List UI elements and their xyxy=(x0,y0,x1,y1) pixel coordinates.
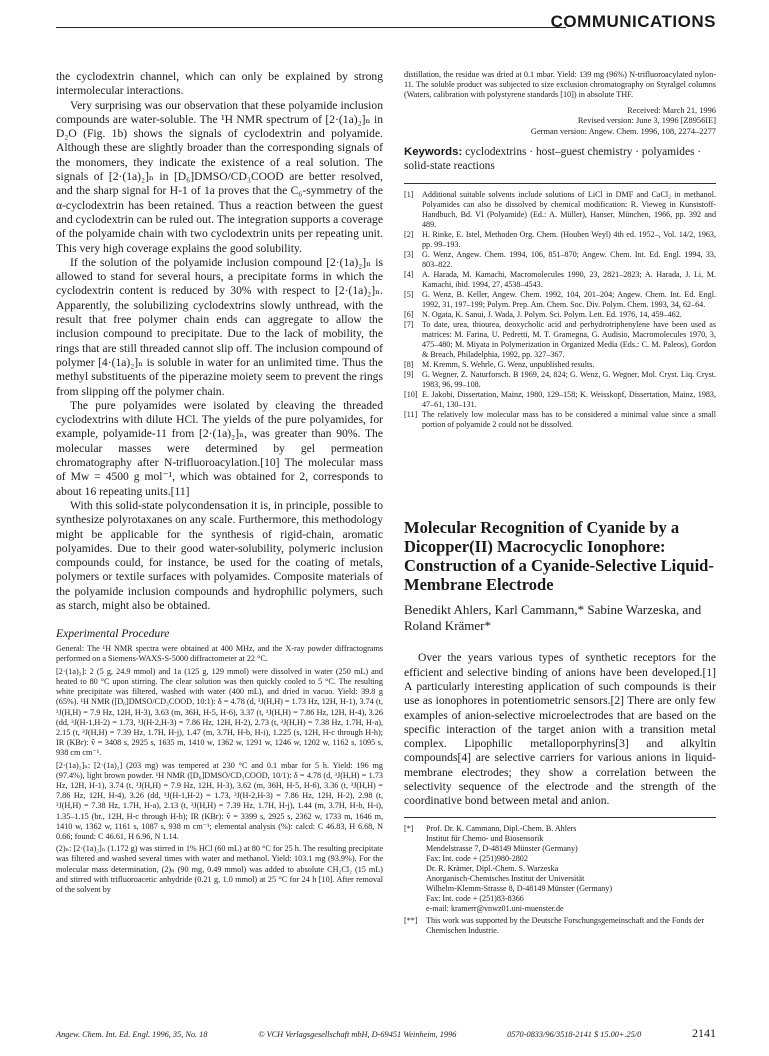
revised-date: Revised version: June 3, 1996 [Z8956IE] xyxy=(577,116,716,126)
affiliation-mark: [*] xyxy=(404,823,414,833)
paragraph: Very surprising was our observation that these polyamide inclusion compounds are water-soluble. The ¹H NMR spectrum of [2·(1a)₂]ₙ in D₂O (Fig. 1b) shows the signals of cyclodextrin and polyamide. Although these are slightly broader than the corresponding signals of the monomers, they indicate the existence of a real solution. The signals of [2·(1a)₂]ₙ in [D₆]DMSO/CD₃COOD are better resolved, and the sharp signal for H-1 of 1a proves that the C₆-symmetry of the α-cyclodextrin has been retained. Thus a reaction between the guest and cyclodextrin can be ruled out. The integration supports a coverage of the polyamide chain with two cyclodextrin units per repeating unit. This very high coverage explains the good solubility. xyxy=(56,98,383,255)
reference-text: A. Harada, M. Kamachi, Macromolecules 1990, 23, 2821–2823; A. Harada, J. Li, M. Kamachi, ibid. 1994, 27, 4538–4543. xyxy=(422,270,716,290)
keywords xyxy=(404,146,716,173)
reference-text: To date, urea, thiourea, deoxycholic acid and perhydrotriphenylene have been used as matrices: M. Farina, U. Pedretti, M. T. Gramegna, G. Audisio, Macromolecules 1970, 3, 475–480; M. Miyata in Polymerization in Organized Media (Eds.: C. M. Paleos), Gordon & Breach, Philadelphia, 1992, pp. 327–367. xyxy=(422,320,716,360)
reference-number: [2] xyxy=(404,230,414,240)
page-footer xyxy=(56,1026,716,1041)
german-version: German version: Angew. Chem. 1996, 108, 2274–2277 xyxy=(530,126,716,136)
reference-number: [5] xyxy=(404,290,414,300)
reference-item xyxy=(404,360,716,370)
reference-number: [3] xyxy=(404,250,414,260)
reference-item xyxy=(404,390,716,410)
experimental-paragraph: [2·(1a)₂]ₙ: [2·(1a)₂] (203 mg) was tempered at 230 °C and 0.1 mbar for 5 h. Yield: 196 mg (97.4%), light brown powder. ¹H NMR ([D₆]DMSO/CD₃COOD, 10/1): δ = 4.78 (d, ³J(H,H) = 1.73 Hz, 12H, H-1), 3.74 (t, ³J(H,H) = 7.9 Hz, 12H, H-3), 3.62 (m, 36H, H-5, H-6), 3.36 (t, ³J(H,H) = 7.86 Hz, 12H, H-4), 3.26 (dd, ³J(H-1,H-2) = 1.73, ³J(H-2,H-3) = 7.86 Hz, 12H, H-2), 2.98 (t, ³J(H,H) = 7.38 Hz, 1.7H, H-a), 2.13 (t, ³J(H,H) = 7.39 Hz, 1.7H, H-j), 1.44 (m, 3.7H, H-b, H-i), 1.35–1.15 (br., 12H, H-c through H-h); IR (KBr): ṽ = 3399 s, 2925 s, 2362 w, 1733 m, 1646 m, 1410 w, 1362 w, 1161 s, 1087 s, 938 m cm⁻¹; elemental analysis (%): calcd: C 46.83, H 6.68, N 0.66; found: C 46.61, H 6.96, N 1.14. xyxy=(56,760,383,841)
reference-text: The relatively low molecular mass has to be considered a minimal value since a small portion of polyamide 2 could not be dissolved. xyxy=(422,410,716,430)
footer-journal: Angew. Chem. Int. Ed. Engl. 1996, 35, No. 18 xyxy=(56,1030,208,1039)
reference-text: Additional suitable solvents include solutions of LiCl in DMF and CaCl₂ in methanol. Polyamides can also be dissolved by chemical modification: R. Vieweg in Kunststoff-Handbuch, Bd. VI (Polyamide) (Ed.: A. Müller), Hanser, München, 1966, pp. 392 and 489. xyxy=(422,190,716,230)
reference-text: M. Kremm, S. Wehrle, G. Wenz, unpublished results. xyxy=(422,360,595,370)
page-number: 2141 xyxy=(692,1026,716,1040)
reference-number: [9] xyxy=(404,370,414,380)
reference-number: [8] xyxy=(404,360,414,370)
reference-item xyxy=(404,250,716,270)
experimental-paragraph: [2·(1a)₂]: 2 (5 g, 24.9 mmol) and 1a (125 g, 129 mmol) were dissolved in water (250 mL) and heated to 80 °C upon stirring. The clear solution was then quickly cooled to 5 °C. The resulting white precipitate was filtered, washed with water (400 mL), and dried in vacuo. Yield: 39.8 g (65%). ¹H NMR ([D₆]DMSO/CD₃COOD, 10:1): δ = 4.78 (d, ³J(H,H) = 1.73 Hz, 12H, H-1), 3.74 (t, ³J(H,H) = 7.9 Hz, 12H, H-3), 3.63 (m, 36H, H-5, H-6), 3.37 (t, ³J(H,H) = 7.86 Hz, 12H, H-4), 3.26 (dd, ³J(H-1,H-2) = 1.73, ³J(H-2,H-3) = 7.86 Hz, 12H, H-2), 2.73 (t, ³J(H,H) = 7.38 Hz, 1.7H, H-a), 2.15 (t, ³J(H,H) = 7.39 Hz, 1.7H, H-j), 1.47 (m, 3.7H, H-b, H-i), 1.225 (s, 12H, H-c through H-h); IR (KBr): ṽ = 3408 s, 2925 s, 1635 m, 1410 w, 1362 w, 1291 w, 1246 w, 1202 w, 1162 s, 1095 s, 938 cm cm⁻¹. xyxy=(56,666,383,758)
left-column xyxy=(56,70,383,897)
keywords-list: cyclodextrins · host–guest chemistry · polyamides · solid-state reactions xyxy=(404,146,702,172)
reference-item xyxy=(404,370,716,390)
article-authors: Benedikt Ahlers, Karl Cammann,* Sabine Warzeska, and Roland Krämer* xyxy=(404,602,702,633)
reference-number: [1] xyxy=(404,190,414,200)
reference-item xyxy=(404,320,716,360)
reference-text: E. Jakobi, Dissertation, Mainz, 1980, 129–158; K. Weisskopf, Dissertation, Mainz, 1983, 47–61, 130–131. xyxy=(422,390,716,410)
affiliation-text: Prof. Dr. K. Cammann, Dipl.-Chem. B. Ahlers Institut für Chemo- und Biosensorik Mendelstrasse 7, D-48149 Münster (Germany) Fax: Int. code + (251)980-2802 Dr. R. Krämer, Dipl.-Chem. S. Warzeska Anorganisch-Chemisches Institut der Universität Wilhelm-Klemm-Strasse 8, D-48149 Münster (Germany) Fax: Int. code + (251)83-8366 e-mail: kramerr@vnwz01.uni-muenster.de xyxy=(426,823,613,913)
section-title: COMMUNICATIONS xyxy=(550,12,716,31)
right-column xyxy=(404,70,716,936)
reference-text: G. Wenz, B. Keller, Angew. Chem. 1992, 104, 201–204; Angew. Chem. Int. Ed. Engl. 1992, 31, 197–199; Polym. Prep. Am. Chem. Soc. Div. Polym. Chem. 1993, 34, 62–64. xyxy=(422,290,716,310)
reference-number: [7] xyxy=(404,320,414,330)
received-date: Received: March 21, 1996 xyxy=(627,105,716,115)
experimental-paragraph: distillation, the residue was dried at 0.1 mbar. Yield: 139 mg (96%) N-trifluoroacylated nylon-11. The soluble product was subjected to size exclusion chromatography on Styralgel columns (Waters, calibration with polystyrene standards [10]) in absolute THF. xyxy=(404,70,716,100)
reference-text: H. Rinke, E. Istel, Methoden Org. Chem. (Houben Weyl) 4th ed. 1952–, Vol. 14/2, 1963, pp. 99–193. xyxy=(422,230,716,250)
header-rule xyxy=(56,27,566,28)
affiliation-item xyxy=(404,916,716,936)
references xyxy=(404,183,716,430)
page-header xyxy=(56,12,716,38)
affiliations xyxy=(404,817,716,936)
article-body xyxy=(404,651,716,808)
paragraph: With this solid-state polycondensation it is, in principle, possible to synthesize polyrotaxanes on any scale. Furthermore, this methodology might be applicable for the synthesis of rigid-chain, aromatic polyamides. Due to their good water-solubility, polymeric inclusion compounds could, for instance, be used for the coating of metals, polymers or textile surfaces with polyamides. Composite materials of the polyamide inclusion compounds and hydrophilic polymers, such as starch, might also be obtained. xyxy=(56,498,383,612)
footer-publisher: © VCH Verlagsgesellschaft mbH, D-69451 Weinheim, 1996 xyxy=(258,1030,457,1039)
reference-text: G. Wegner, Z. Naturforsch. B 1969, 24, 824; G. Wenz, G. Wegner, Mol. Cryst. Liq. Cryst. 1983, 96, 99–108. xyxy=(422,370,716,390)
received-dates xyxy=(404,106,716,138)
experimental-continued xyxy=(404,70,716,101)
affiliation-item xyxy=(404,824,716,914)
reference-number: [11] xyxy=(404,410,418,420)
reference-text: N. Ogata, K. Sanui, J. Wada, J. Polym. Sci. Polym. Lett. Ed. 1976, 14, 459–462. xyxy=(422,310,682,320)
article-title: Molecular Recognition of Cyanide by a Dicopper(II) Macrocyclic Ionophore: Construction of a Cyanide-Selective Liquid-Membrane Electrode xyxy=(404,518,714,595)
paragraph: the cyclodextrin channel, which can only be explained by strong intermolecular interactions. xyxy=(56,70,383,98)
reference-item xyxy=(404,230,716,250)
reference-number: [6] xyxy=(404,310,414,320)
affiliation-mark: [**] xyxy=(404,915,418,925)
reference-item xyxy=(404,410,716,430)
reference-item xyxy=(404,290,716,310)
experimental-paragraph: General: The ¹H NMR spectra were obtained at 400 MHz, and the X-ray powder diffractograms performed on a Siemens-WAXS-S-5000 diffractometer at 22 °C. xyxy=(56,644,383,664)
reference-text: G. Wenz, Angew. Chem. 1994, 106, 851–870; Angew. Chem. Int. Ed. Engl. 1994, 33, 803–822. xyxy=(422,250,716,270)
reference-item xyxy=(404,190,716,230)
reference-number: [10] xyxy=(404,390,418,400)
keywords-label: Keywords: xyxy=(404,146,463,159)
reference-number: [4] xyxy=(404,270,414,280)
paragraph: If the solution of the polyamide inclusion compound [2·(1a)₂]ₙ is allowed to stand for several hours, a precipitate forms in which the cyclodextrin content is reduced by 30% with respect to [2·(1a)₂]ₙ. Apparently, the solubilizing cyclodextrins slowly unthread, with the result that free polymer chain ends can aggregate to allow the inclusion compound to precipitate. Due to the lack of mobility, the rings that are still threaded cannot slip off. The inclusion compound of polymer [4·(1a)₂]ₙ is soluble in water for an unlimited time. Thus the methyl substituents of the piperazine moiety seem to prevent the rings from slipping off the polymer chain. xyxy=(56,255,383,398)
affiliation-text: This work was supported by the Deutsche Forschungsgemeinschaft and the Fonds der Chemischen Industrie. xyxy=(426,915,705,935)
experimental-paragraph: (2)ₙ: [2·(1a)₂]ₙ (1.172 g) was stirred in 1% HCl (60 mL) at 80 °C for 25 h. The resulting precipitate was filtered and washed several times with water and methanol. Yield: 103.1 mg (93.9%). For the molecular mass determination, (2)ₙ (90 mg, 0.49 mmol) was added to absolute CH₂Cl₂ (15 mL) and stirred with trifluoroacetic anhydride (0.21 g, 1.0 mmol) at 25 °C for 24 h [10]. After removal of the solvent by xyxy=(56,844,383,894)
paragraph: The pure polyamides were isolated by cleaving the threaded cyclodextrins with dilute HCl. The yields of the pure polyamides, for example, polyamide-11 from [2·(1a)₂]ₙ, was greater than 90%. The molecular masses were determined by gel permeation chromatography after N-trifluoroacylation.[10] The molecular mass of Mw = 4500 g mol⁻¹, which was obtained for 2, corresponds to about 16 repeating units.[11] xyxy=(56,398,383,498)
reference-item xyxy=(404,270,716,290)
experimental-section xyxy=(56,644,383,895)
footer-issn: 0570-0833/96/3518-2141 $ 15.00+.25/0 xyxy=(507,1030,642,1039)
paragraph: Over the years various types of synthetic receptors for the efficient and selective binding of anions have been developed.[1] A particularly interesting application of such compounds is their use as ionophores in potentiometric sensors.[2] There are only few examples of anion-selective microelectrodes that are based on the specific interaction of the target anion with a transition metal complex. Lipophilic metalloporphyrins[3] and alkyltin compounds[4] are selective carriers for various anions in liquid-membrane electrodes; they show a correlation between the selectivity sequence of the electrode and the strength of the coordinative bond between metal and anion. xyxy=(404,651,716,808)
reference-item xyxy=(404,310,716,320)
left-body xyxy=(56,70,383,613)
experimental-heading: Experimental Procedure xyxy=(56,627,170,641)
